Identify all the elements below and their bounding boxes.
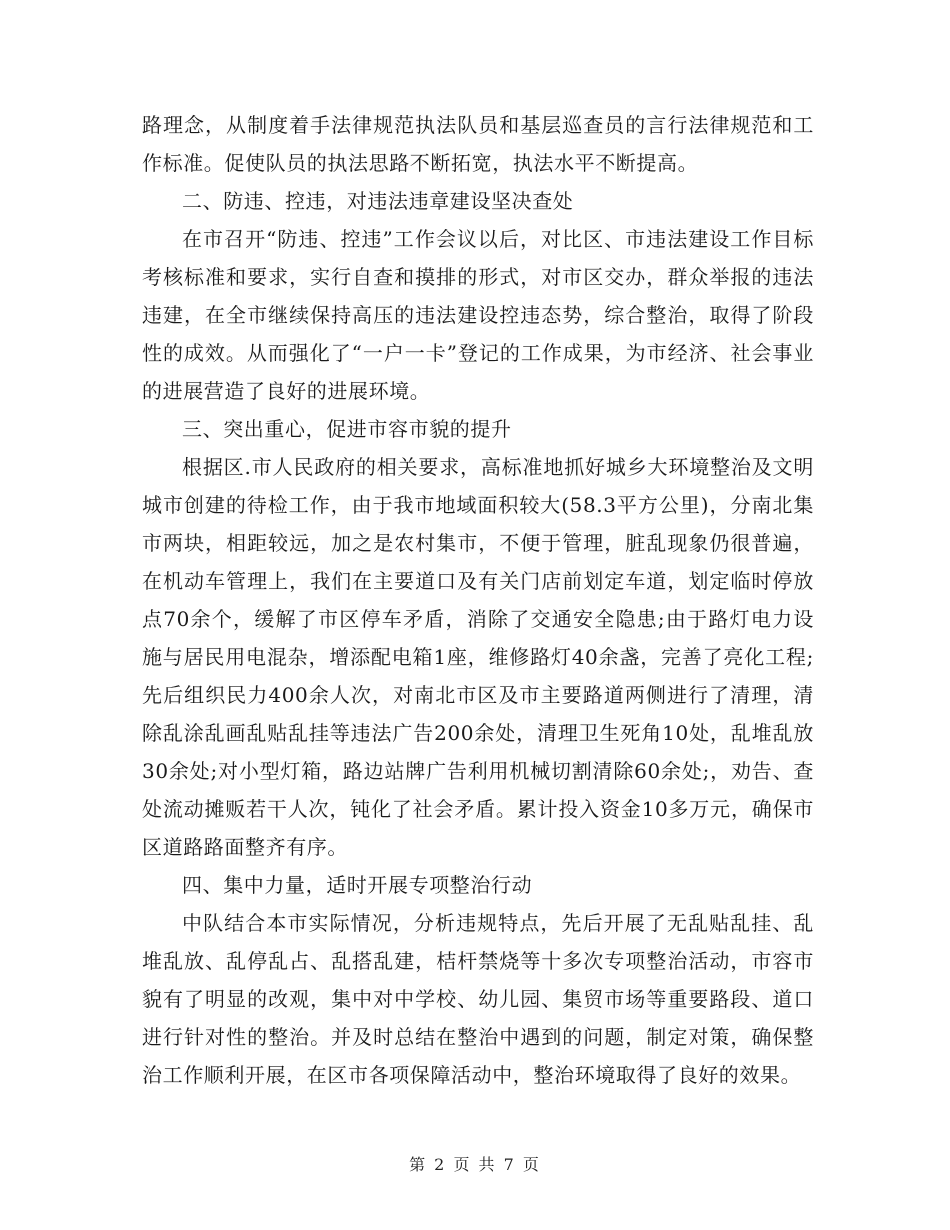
paragraph-section-4: 中队结合本市实际情况，分析违规特点，先后开展了无乱贴乱挂、乱堆乱放、乱停乱占、乱搭乱建，桔杆禁烧等十多次专项整治活动，市容市貌有了明显的改观，集中对中学校、幼儿园、集贸市场等重要路段、道口进行针对性的整治。并及时总结在整治中遇到的问题，制定对策，确保整治工作顺利开展，在区市各项保障活动中，整治环境取得了良好的效果。 [142,911,814,1087]
section-heading-3: 三、突出重心，促进市容市貌的提升 [182,417,512,441]
paragraph-section-3: 根据区.市人民政府的相关要求，高标准地抓好城乡大环境整治及文明城市创建的待检工作，由于我市地域面积较大(58.3平方公里)，分南北集市两块，相距较远，加之是农村集市，不便于管理，脏乱现象仍很普遍，在机动车管理上，我们在主要道口及有关门店前划定车道，划定临时停放点70余个，缓解了市区停车矛盾，消除了交通安全隐患;由于路灯电力设施与居民用电混杂，增添配电箱1座，维修路灯40余盏，完善了亮化工程;先后组织民力400余人次，对南北市区及市主要路道两侧进行了清理，清除乱涂乱画乱贴乱挂等违法广告200余处，清理卫生死角10处，乱堆乱放30余处;对小型灯箱，路边站牌广告利用机械切割清除60余处;，劝告、查处流动摊贩若干人次，钝化了社会矛盾。累计投入资金10多万元，确保市区道路路面整齐有序。 [142,455,814,859]
section-heading-4: 四、集中力量，适时开展专项整治行动 [182,873,533,897]
section-heading-2: 二、防违、控违，对违法违章建设坚决查处 [182,189,574,213]
paragraph-intro-continuation: 路理念，从制度着手法律规范执法队员和基层巡查员的言行法律规范和工作标准。促使队员的执法思路不断拓宽，执法水平不断提高。 [142,113,814,175]
document-body [142,106,814,1094]
paragraph-section-2: 在市召开“防违、控违”工作会议以后，对比区、市违法建设工作目标考核标准和要求，实行自查和摸排的形式，对市区交办，群众举报的违法违建，在全市继续保持高压的违法建设控违态势，综合整治，取得了阶段性的成效。从而强化了“一户一卡”登记的工作成果，为市经济、社会事业的进展营造了良好的进展环境。 [142,227,814,403]
page-number-footer: 第 2 页 共 7 页 [409,1155,541,1174]
